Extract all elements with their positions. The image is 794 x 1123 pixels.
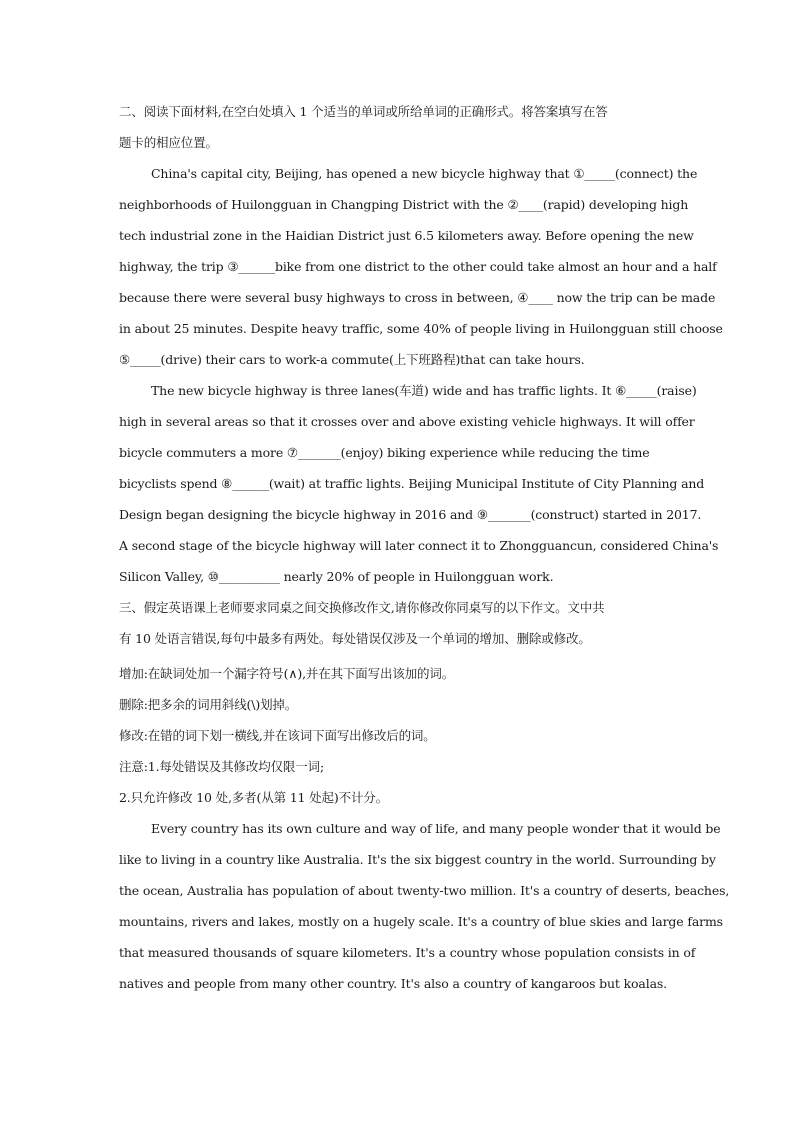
passage-line: Silicon Valley, ⑩__________ nearly 20% of people in Huilongguan work. <box>119 569 554 584</box>
passage-line: China's capital city, Beijing, has opened a new bicycle highway that ①_____(connect) the <box>151 166 698 181</box>
passage-paragraph-2 <box>119 375 719 592</box>
rule-add: 增加:在缺词处加一个漏字符号(∧),并在其下面写出该加的词。 <box>119 666 455 681</box>
passage-line: bicycle commuters a more ⑦_______(enjoy) biking experience while reducing the time <box>119 445 650 460</box>
passage-line: The new bicycle highway is three lanes(车道) wide and has traffic lights. It ⑥_____(raise) <box>151 383 697 398</box>
rule-modify: 修改:在错的词下划一横线,并在该词下面写出修改后的词。 <box>119 728 436 743</box>
rule-note-2: 2.只允许修改 10 处,多者(从第 11 处起)不计分。 <box>119 790 389 805</box>
passage-line: ⑤_____(drive) their cars to work-a commute(上下班路程)that can take hours. <box>119 352 585 367</box>
passage-line: in about 25 minutes. Despite heavy traffic, some 40% of people living in Huilongguan still choose <box>119 321 723 336</box>
section-three <box>119 592 730 999</box>
section-two <box>119 96 723 592</box>
rule-delete: 删除:把多余的词用斜线(\)划掉。 <box>119 697 298 712</box>
passage-line: because there were several busy highways to cross in between, ④____ now the trip can be made <box>119 290 716 305</box>
essay-line: mountains, rivers and lakes, mostly on a hugely scale. It's a country of blue skies and large farms <box>119 914 723 929</box>
passage-line: tech industrial zone in the Haidian District just 6.5 kilometers away. Before opening the new <box>119 228 694 243</box>
section-two-heading-line: 题卡的相应位置。 <box>119 135 218 150</box>
essay-paragraph <box>119 813 730 999</box>
exam-page <box>119 96 730 999</box>
essay-line: like to living in a country like Australia. It's the six biggest country in the world. Surrounding by <box>119 852 716 867</box>
essay-line: natives and people from many other country. It's also a country of kangaroos but koalas. <box>119 976 667 991</box>
section-three-heading-line: 三、假定英语课上老师要求同桌之间交换修改作文,请你修改你同桌写的以下作文。文中共 <box>119 600 605 615</box>
correction-rules <box>119 658 675 813</box>
section-three-heading-line: 有 10 处语言错误,每句中最多有两处。每处错误仅涉及一个单词的增加、删除或修改。 <box>119 631 591 646</box>
passage-line: Design began designing the bicycle highway in 2016 and ⑨_______(construct) started in 2017. <box>119 507 702 522</box>
passage-paragraph-1 <box>119 158 723 375</box>
rule-note-1: 注意:1.每处错误及其修改均仅限一词; <box>119 759 324 774</box>
passage-line: A second stage of the bicycle highway will later connect it to Zhongguancun, considered China's <box>119 538 719 553</box>
essay-line: the ocean, Australia has population of about twenty-two million. It's a country of deserts, beaches, <box>119 883 730 898</box>
passage-line: highway, the trip ③______bike from one district to the other could take almost an hour and a half <box>119 259 717 274</box>
essay-line: Every country has its own culture and way of life, and many people wonder that it would be <box>151 821 721 836</box>
essay-line: that measured thousands of square kilometers. It's a country whose population consists in of <box>119 945 696 960</box>
passage-line: neighborhoods of Huilongguan in Changping District with the ②____(rapid) developing high <box>119 197 689 212</box>
passage-line: bicyclists spend ⑧______(wait) at traffic lights. Beijing Municipal Institute of City Planning and <box>119 476 705 491</box>
section-two-heading-line: 二、阅读下面材料,在空白处填入 1 个适当的单词或所给单词的正确形式。将答案填写在答 <box>119 104 608 119</box>
passage-line: high in several areas so that it crosses over and above existing vehicle highways. It will offer <box>119 414 695 429</box>
